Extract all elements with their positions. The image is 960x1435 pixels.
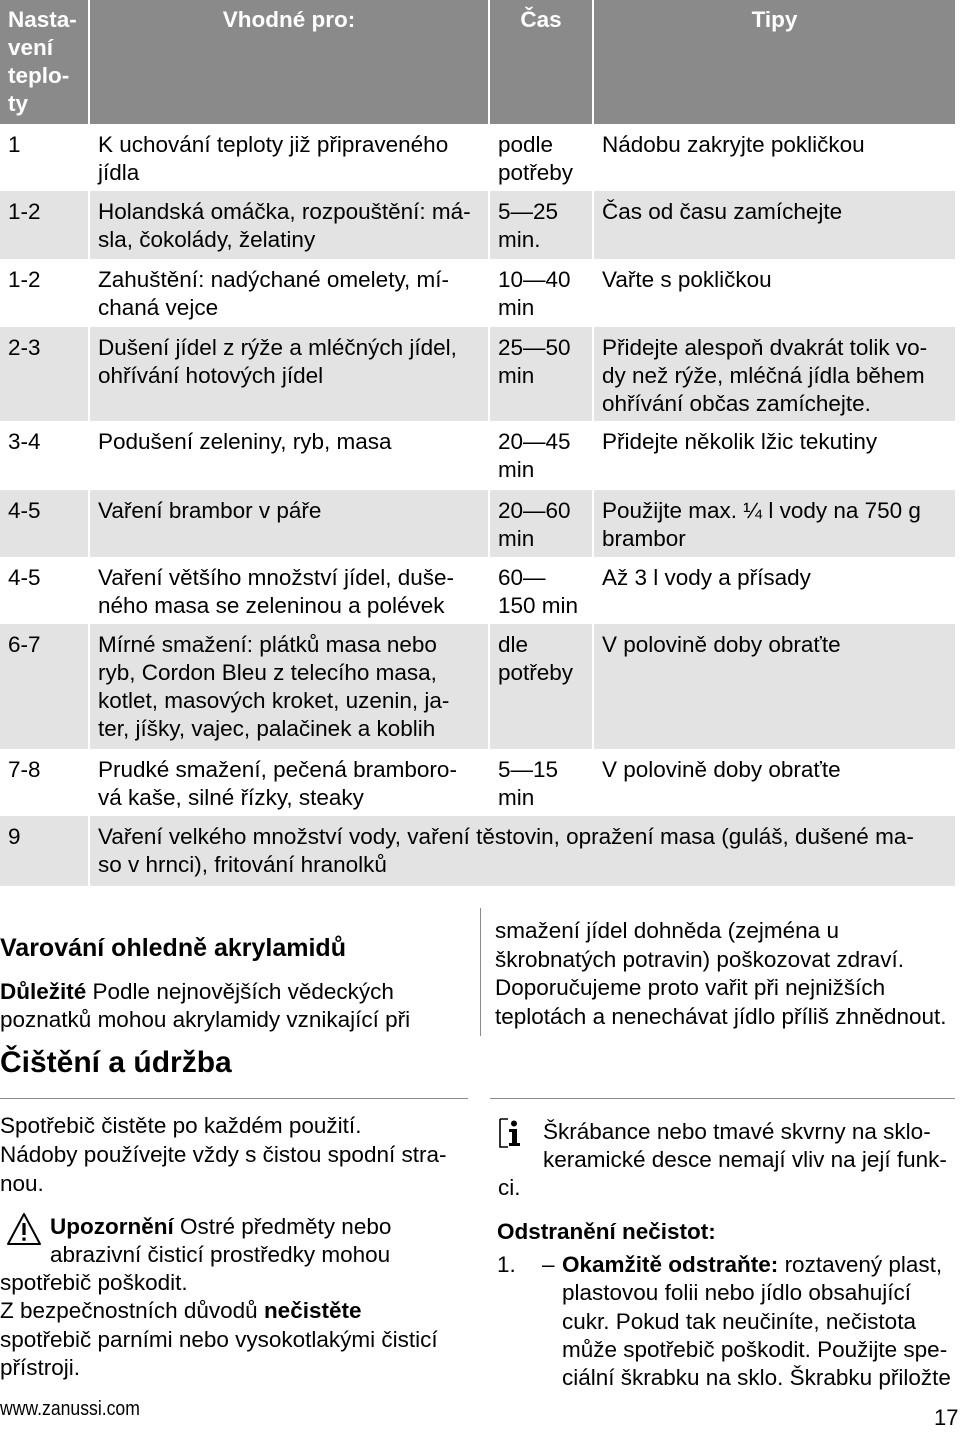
- cell-suitable-for: Holandská omáčka, rozpouštění: má- sla, čokolády, želatiny: [90, 191, 490, 259]
- section-divider-left: [0, 1098, 468, 1099]
- table-header-row: [0, 0, 955, 124]
- cell-suitable-for: Podušení zeleniny, ryb, masa: [90, 421, 490, 490]
- cell-tips: Použijte max. ¼ l vody na 750 g brambor: [594, 490, 955, 557]
- list-item-bold: Okamžitě odstraňte:: [562, 1252, 779, 1277]
- header-tips: Tipy: [594, 0, 955, 124]
- info-text: Škrábance nebo tmavé skvrny na sklo- keramické desce nemají vliv na její funk-: [543, 1119, 947, 1172]
- acrylamide-text-right: smažení jídel dohněda (zejména u škrobnatých potravin) poškozovat zdraví. Doporučujeme proto vařit při nejnižších teplotách a nenechávat jídlo příliš zhnědnout.: [495, 918, 947, 1029]
- cell-tips: Až 3 l vody a přísady: [594, 557, 955, 624]
- header-suitable-for: Vhodné pro:: [90, 0, 490, 124]
- warning-text-continued: spotřebič poškodit.: [0, 1270, 188, 1295]
- warning-label: Upozornění: [50, 1214, 174, 1239]
- cell-suitable-for: Dušení jídel z rýže a mléčných jídel, ohřívání hotových jídel: [90, 327, 490, 421]
- warning-text: [50, 1213, 391, 1269]
- cell-setting: 6-7: [0, 624, 90, 749]
- table-row: [0, 124, 955, 191]
- cleaning-intro: Spotřebič čistěte po každém použití. Nádoby používejte vždy s čistou spodní stra- nou.: [0, 1113, 447, 1196]
- page-number: 17: [934, 1405, 959, 1430]
- cell-setting: 1: [0, 124, 90, 191]
- cell-suitable-for: Zahuštění: nadýchané omelety, mí- chaná vejce: [90, 259, 490, 327]
- warning-icon: [6, 1212, 42, 1253]
- cell-suitable-for: K uchování teploty již připraveného jídla: [90, 124, 490, 191]
- cell-tips: Nádobu zakryjte pokličkou: [594, 124, 955, 191]
- cell-setting: 1-2: [0, 191, 90, 259]
- header-setting: Nasta- vení teplo- ty: [0, 0, 90, 124]
- list-item-text: roztavený plast, plastovou folii nebo jídlo obsahující cukr. Pokud tak neučiníte, nečistota může spotřebič poškodit. Použijte spe- ciální škrabku na sklo. Škrabku přiložte: [562, 1252, 951, 1391]
- table-row: [0, 490, 955, 557]
- cell-tips: Vařte s pokličkou: [594, 259, 955, 327]
- cell-tips: Přidejte několik lžic tekutiny: [594, 421, 955, 490]
- info-text-continued: ci.: [498, 1175, 521, 1200]
- table-row: [0, 749, 955, 816]
- cell-time: 10—40 min: [490, 259, 594, 327]
- cell-suitable-for: Vaření většího množství jídel, duše- ného masa se zeleninou a polévek: [90, 557, 490, 624]
- cell-setting: 1-2: [0, 259, 90, 327]
- list-item: [562, 1251, 951, 1392]
- table-row: [0, 816, 955, 886]
- list-item-number: 1.: [497, 1252, 516, 1277]
- table-row: [0, 557, 955, 624]
- list-item-dash: –: [542, 1252, 555, 1277]
- table-row: [0, 259, 955, 327]
- cell-time: 20—45 min: [490, 421, 594, 490]
- cell-time: 5—15 min: [490, 749, 594, 816]
- table-row: [0, 327, 955, 421]
- column-divider: [480, 908, 481, 1036]
- info-icon: [497, 1116, 529, 1157]
- cell-setting: 3-4: [0, 421, 90, 490]
- cell-time: 5—25 min.: [490, 191, 594, 259]
- cell-time: 25—50 min: [490, 327, 594, 421]
- safety-note: [0, 1297, 438, 1383]
- cell-time: 60— 150 min: [490, 557, 594, 624]
- cell-tips: V polovině doby obraťte: [594, 749, 955, 816]
- table-row: [0, 421, 955, 490]
- cell-setting: 7-8: [0, 749, 90, 816]
- acrylamide-text-part1: Podle nejnovějších vědeckých poznatků mohou akrylamidy vznikající při: [0, 979, 411, 1032]
- cell-setting: 4-5: [0, 557, 90, 624]
- cell-time: 20—60 min: [490, 490, 594, 557]
- cell-setting: 4-5: [0, 490, 90, 557]
- acrylamide-text-left: [0, 978, 410, 1034]
- cell-setting: 9: [0, 816, 90, 886]
- safety-text-before: Z bezpečnostních důvodů: [0, 1298, 264, 1323]
- cell-suitable-for: Mírné smažení: plátků masa nebo ryb, Cordon Bleu z telecího masa, kotlet, masových kroket, uzenin, ja- ter, jíšky, vajec, palačinek a koblih: [90, 624, 490, 749]
- safety-text-after: spotřebič parními nebo vysokotlakými čisticí přístroji.: [0, 1326, 438, 1380]
- cell-setting: 2-3: [0, 327, 90, 421]
- cell-time: podle potřeby: [490, 124, 594, 191]
- safety-text-bold: nečistěte: [263, 1298, 362, 1323]
- removal-heading: Odstranění nečistot:: [497, 1219, 716, 1244]
- section-divider-right: [490, 1098, 955, 1099]
- cleaning-heading: Čištění a údržba: [0, 1046, 232, 1079]
- cell-suitable-for: Vaření brambor v páře: [90, 490, 490, 557]
- warning-text-indented: Ostré předměty nebo abrazivní čisticí prostředky mohou: [50, 1214, 392, 1267]
- table-row: [0, 191, 955, 259]
- cell-tips: Přidejte alespoň dvakrát tolik vo- dy než rýže, mléčná jídla během ohřívání občas zamíchejte.: [594, 327, 955, 421]
- important-label: Důležité: [0, 979, 87, 1004]
- cell-suitable-for-merged: Vaření velkého množství vody, vaření těstovin, opražení masa (guláš, dušené ma- so v hrnci), fritování hranolků: [90, 816, 955, 886]
- cell-tips: Čas od času zamíchejte: [594, 191, 955, 259]
- acrylamide-heading: Varování ohledně akrylamidů: [0, 934, 346, 962]
- cell-time: dle potřeby: [490, 624, 594, 749]
- cell-suitable-for: Prudké smažení, pečená bramboro- vá kaše, silné řízky, steaky: [90, 749, 490, 816]
- header-time: Čas: [490, 0, 594, 124]
- website-url: www.zanussi.com: [0, 1398, 140, 1420]
- cell-tips: V polovině doby obraťte: [594, 624, 955, 749]
- table-row: [0, 624, 955, 749]
